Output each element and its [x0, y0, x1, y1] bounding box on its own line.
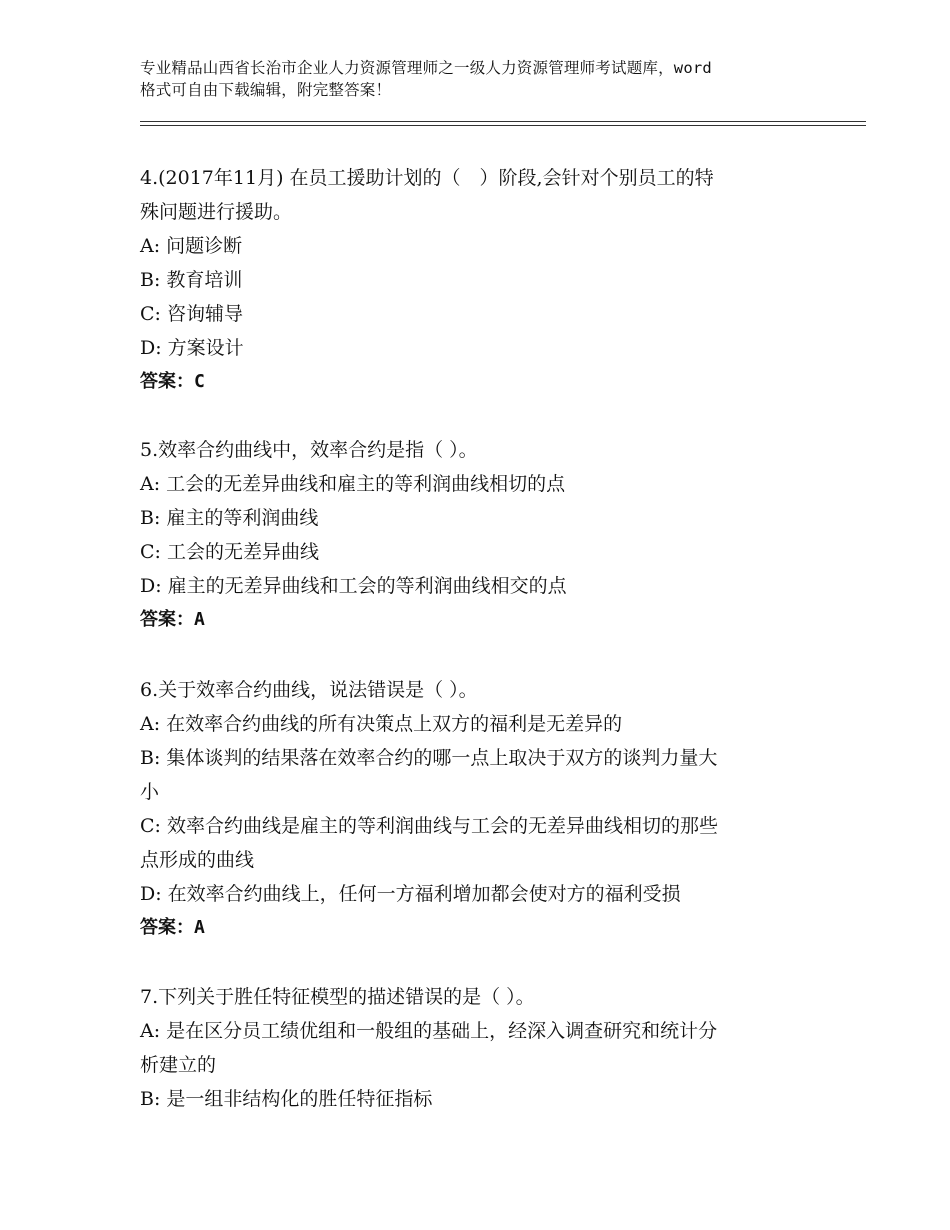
question-7 — [140, 980, 810, 1116]
answer: 答案：A — [140, 609, 205, 630]
option-b: B: 教育培训 — [140, 269, 243, 291]
option-a: A: 在效率合约曲线的所有决策点上双方的福利是无差异的 — [140, 713, 623, 735]
header-title-line-1: 专业精品山西省长治市企业人力资源管理师之一级人力资源管理师考试题库，word — [140, 59, 712, 77]
question-stem: 5.效率合约曲线中，效率合约是指（ ）。 — [140, 439, 478, 461]
option-b-continued: 小 — [140, 781, 160, 803]
question-stem: 4.(2017年11月) 在员工援助计划的（ ）阶段,会针对个别员工的特 — [140, 167, 714, 189]
option-b: B: 雇主的等利润曲线 — [140, 507, 319, 529]
answer: 答案：C — [140, 371, 205, 392]
question-4 — [140, 161, 810, 399]
document-header — [140, 57, 830, 101]
question-6 — [140, 673, 810, 945]
option-b: B: 集体谈判的结果落在效率合约的哪一点上取决于双方的谈判力量大 — [140, 747, 718, 769]
question-stem-continued: 殊问题进行援助。 — [140, 201, 293, 223]
option-c: C: 工会的无差异曲线 — [140, 541, 319, 563]
option-c: C: 效率合约曲线是雇主的等利润曲线与工会的无差异曲线相切的那些 — [140, 815, 718, 837]
option-d: D: 在效率合约曲线上，任何一方福利增加都会使对方的福利受损 — [140, 883, 681, 905]
option-a: A: 工会的无差异曲线和雇主的等利润曲线相切的点 — [140, 473, 566, 495]
answer: 答案：A — [140, 917, 205, 938]
option-d: D: 方案设计 — [140, 337, 244, 359]
question-5 — [140, 433, 810, 637]
option-c: C: 咨询辅导 — [140, 303, 243, 325]
header-divider-bottom — [140, 125, 866, 126]
option-a-continued: 析建立的 — [140, 1054, 217, 1076]
option-b: B: 是一组非结构化的胜任特征指标 — [140, 1088, 433, 1110]
option-d: D: 雇主的无差异曲线和工会的等利润曲线相交的点 — [140, 575, 567, 597]
question-stem: 7.下列关于胜任特征模型的描述错误的是（ ）。 — [140, 986, 535, 1008]
option-c-continued: 点形成的曲线 — [140, 849, 255, 871]
option-a: A: 问题诊断 — [140, 235, 243, 257]
question-stem: 6.关于效率合约曲线，说法错误是（ ）。 — [140, 679, 478, 701]
header-title-line-2: 格式可自由下载编辑，附完整答案！ — [140, 81, 392, 99]
option-a: A: 是在区分员工绩优组和一般组的基础上，经深入调查研究和统计分 — [140, 1020, 718, 1042]
header-divider-top — [140, 121, 866, 122]
